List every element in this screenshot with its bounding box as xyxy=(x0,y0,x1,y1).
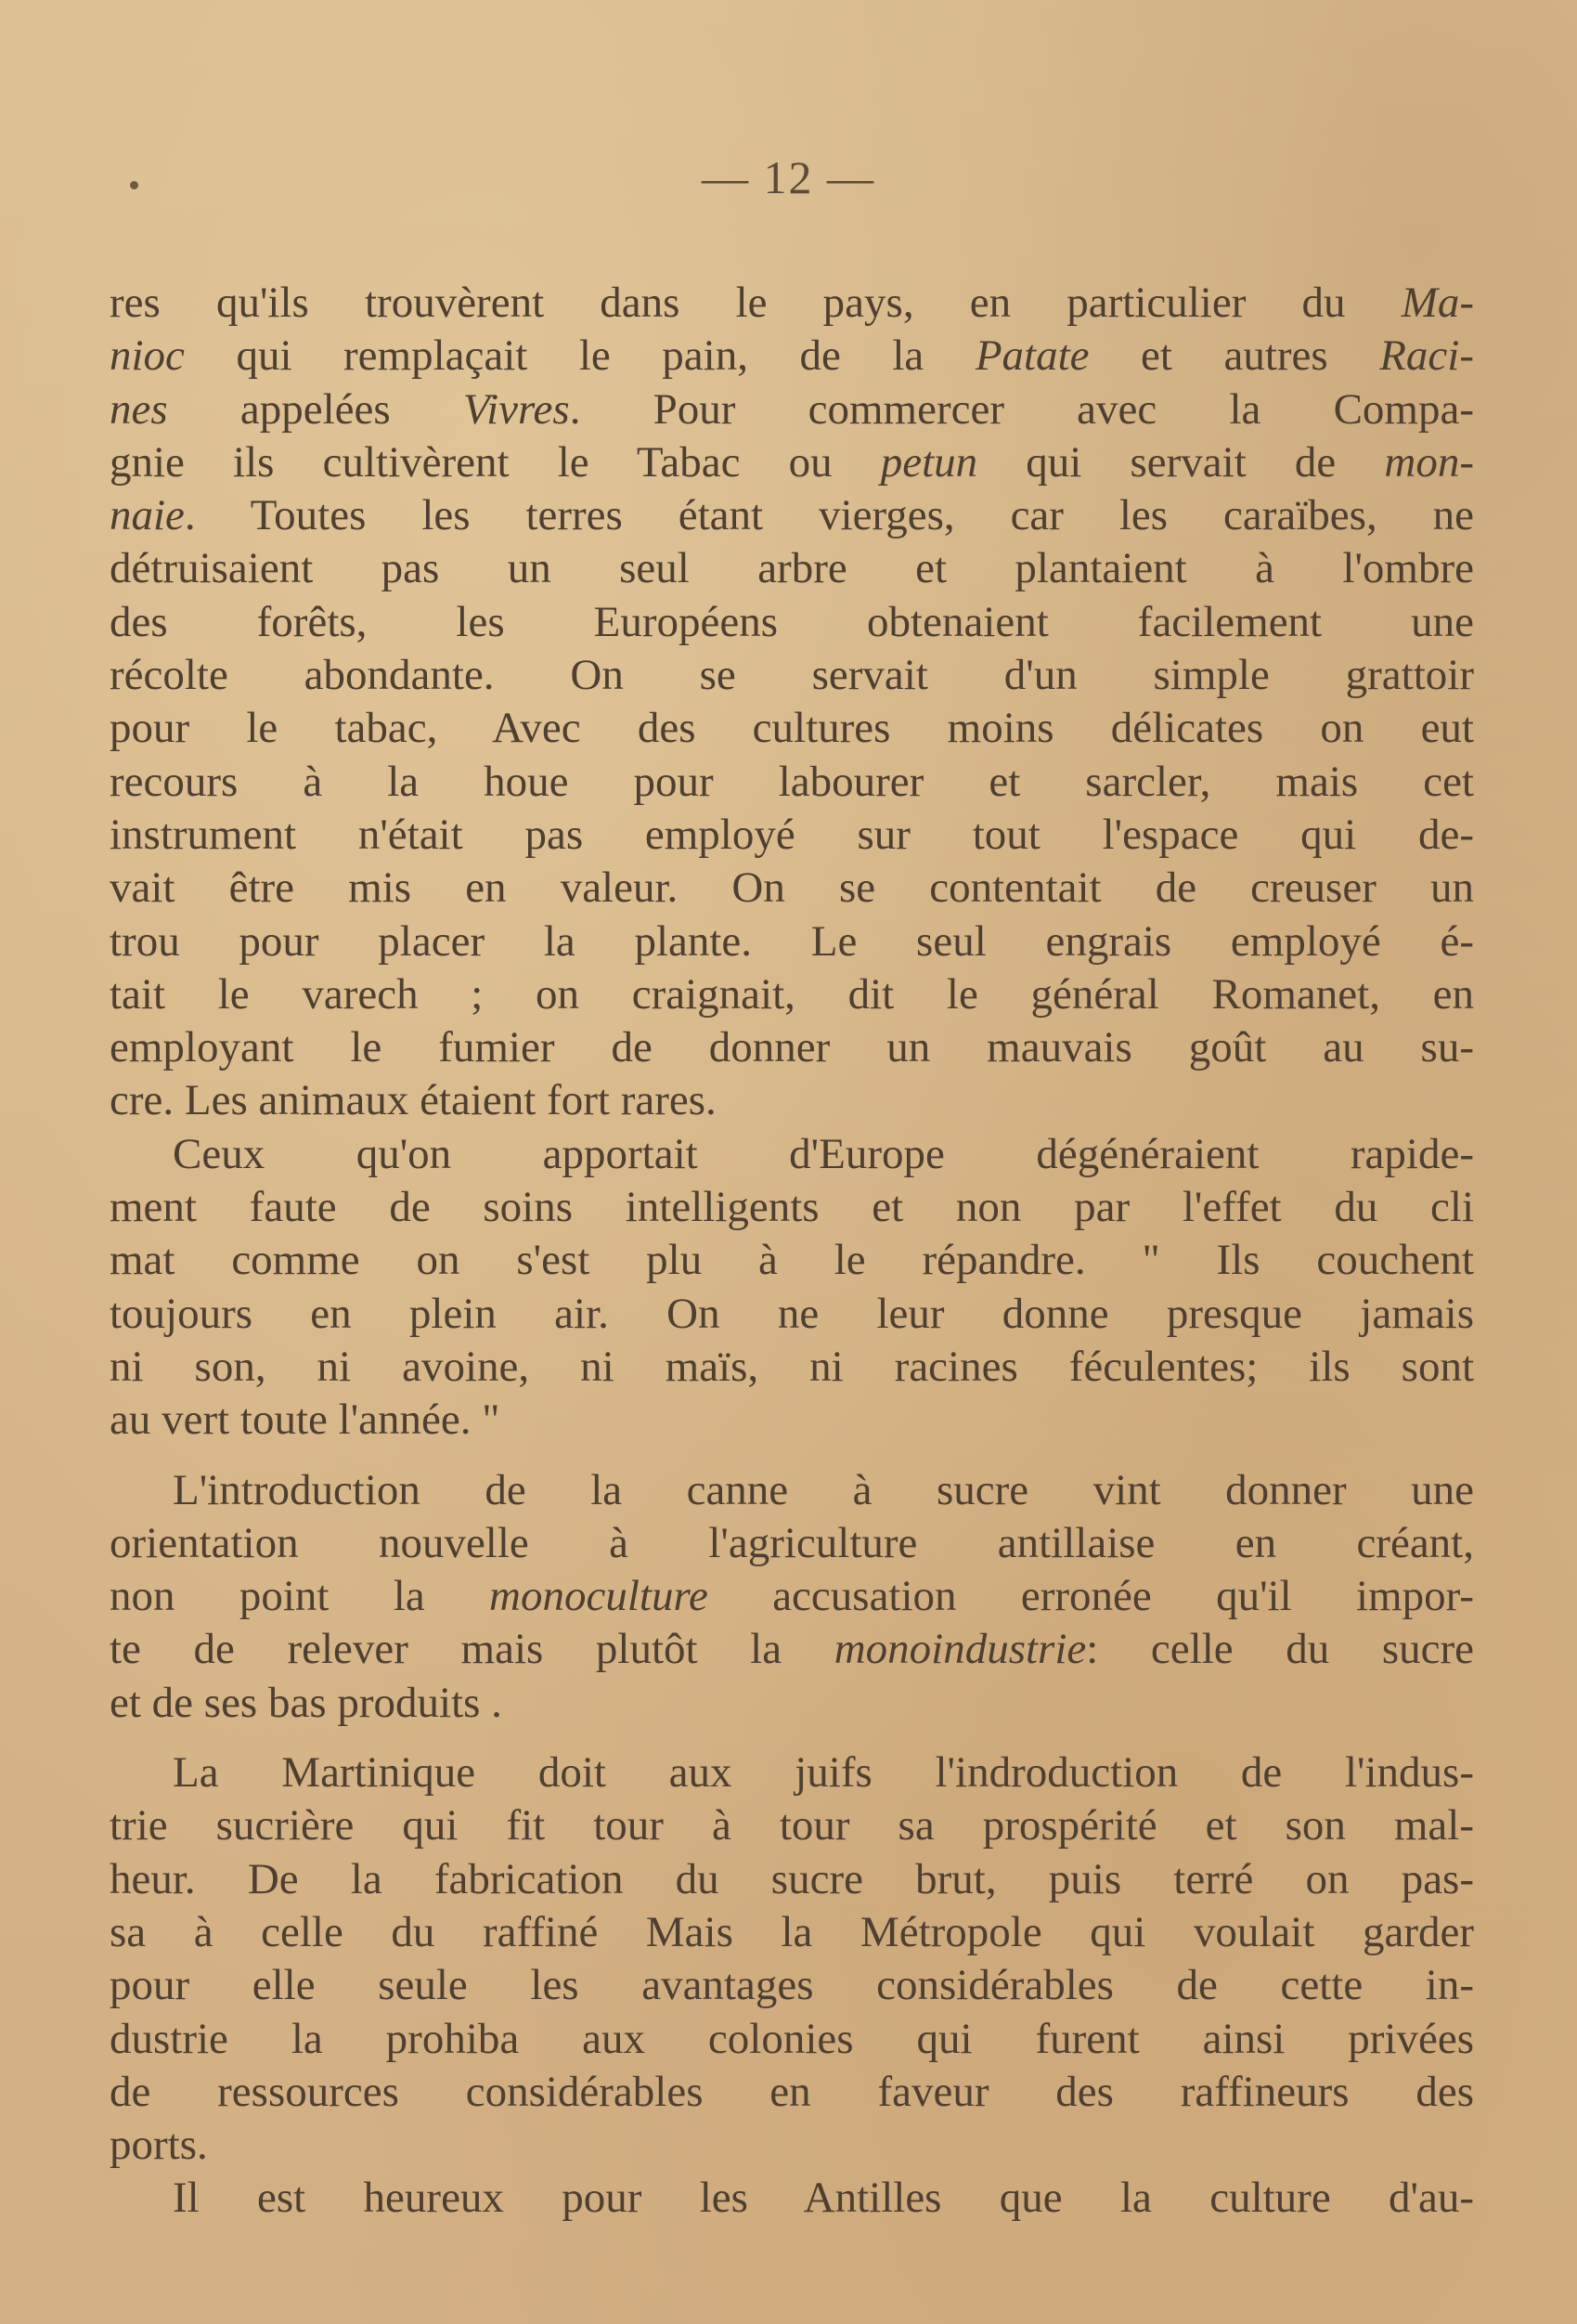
text-line: cre. Les animaux étaient fort rares. xyxy=(110,1076,717,1125)
body-text xyxy=(110,277,1474,2226)
text-line: naie. Toutes les terres étant vierges, car les caraïbes, ne xyxy=(110,491,1474,540)
text-line: sa à celle du raffiné Mais la Métropole qui voulait garder xyxy=(110,1907,1474,1956)
text-line: te de relever mais plutôt la monoindustrie: celle du sucre xyxy=(110,1625,1474,1674)
text-line: nes appelées Vivres. Pour commercer avec la Compa- xyxy=(110,384,1474,434)
text-line: vait être mis en valeur. On se contentait de creuser un xyxy=(110,863,1474,913)
text-line: ports. xyxy=(110,2121,208,2170)
text-line: nioc qui remplaçait le pain, de la Patate et autres Raci- xyxy=(110,331,1474,381)
ink-speck xyxy=(130,181,138,189)
text-line: recours à la houe pour labourer et sarcler, mais cet xyxy=(110,757,1474,806)
text-line: La Martinique doit aux juifs l'indroduction de l'indus- xyxy=(173,1748,1474,1798)
text-line: au vert toute l'année. " xyxy=(110,1396,500,1445)
text-line: Ceux qu'on apportait d'Europe dégénéraient rapide- xyxy=(173,1129,1474,1178)
text-line: toujours en plein air. On ne leur donne presque jamais xyxy=(110,1289,1474,1338)
text-line: et de ses bas produits . xyxy=(110,1678,502,1727)
text-line: ment faute de soins intelligents et non par l'effet du cli xyxy=(110,1183,1474,1232)
text-line: res qu'ils trouvèrent dans le pays, en particulier du Ma- xyxy=(110,279,1474,327)
text-line: heur. De la fabrication du sucre brut, puis terré on pas- xyxy=(110,1854,1474,1903)
text-line: ni son, ni avoine, ni maïs, ni racines féculentes; ils sont xyxy=(110,1342,1474,1391)
text-line: trie sucrière qui fit tour à tour sa prospérité et son mal- xyxy=(110,1801,1474,1850)
text-line: dustrie la prohiba aux colonies qui furent ainsi privées xyxy=(110,2014,1474,2063)
text-line: employant le fumier de donner un mauvais goût au su- xyxy=(110,1023,1474,1072)
text-line: détruisaient pas un seul arbre et plantaient à l'ombre xyxy=(110,544,1474,593)
text-line: pour le tabac, Avec des cultures moins délicates on eut xyxy=(110,704,1474,753)
text-line: des forêts, les Européens obtenaient facilement une xyxy=(110,597,1474,646)
text-line: gnie ils cultivèrent le Tabac ou petun qui servait de mon- xyxy=(110,437,1474,487)
text-line: Il est heureux pour les Antilles que la culture d'au- xyxy=(173,2174,1474,2223)
text-line: trou pour placer la plante. Le seul engrais employé é- xyxy=(110,916,1474,966)
text-line: récolte abondante. On se servait d'un simple grattoir xyxy=(110,651,1474,700)
page-number: — 12 — xyxy=(702,151,875,203)
text-line: mat comme on s'est plu à le répandre. " Ils couchent xyxy=(110,1236,1474,1285)
text-line: pour elle seule les avantages considérables de cette in- xyxy=(110,1961,1474,2010)
text-line: L'introduction de la canne à sucre vint donner une xyxy=(173,1465,1474,1514)
text-line: tait le varech ; on craignait, dit le général Romanet, en xyxy=(110,969,1474,1019)
text-line: de ressources considérables en faveur des raffineurs des xyxy=(110,2067,1474,2116)
text-line: orientation nouvelle à l'agriculture antillaise en créant, xyxy=(110,1518,1474,1567)
text-line: non point la monoculture accusation erronée qu'il impor- xyxy=(110,1572,1474,1621)
text-line: instrument n'était pas employé sur tout l'espace qui de- xyxy=(110,810,1474,859)
